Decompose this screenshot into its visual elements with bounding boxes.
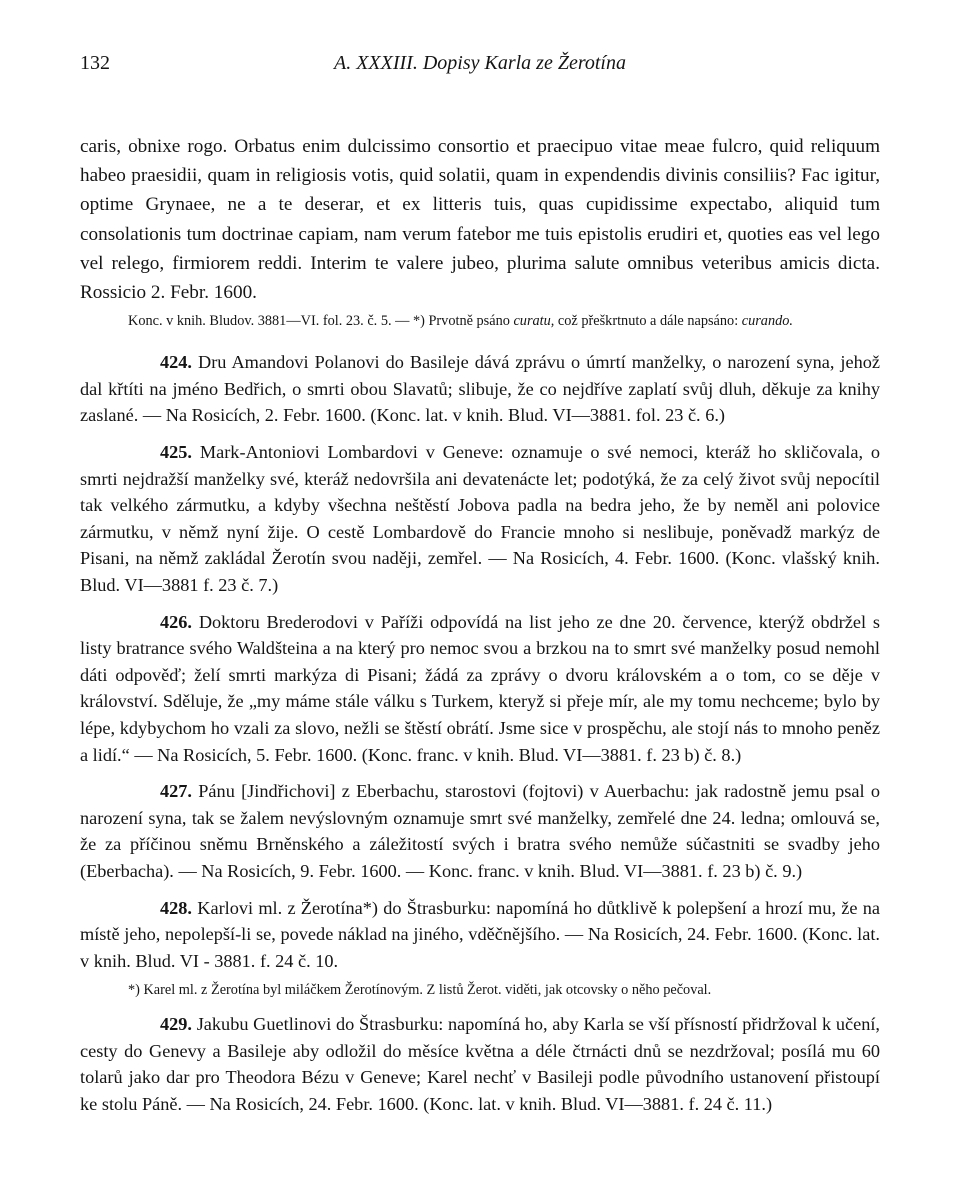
note-text-b: což přeškrtnuto a dále napsáno: — [554, 313, 742, 330]
entry-429 — [80, 1011, 880, 1117]
entry-text: Jakubu Guetlinovi do Štrasburku: napomíná ho, aby Karla se vší přísností přidržoval k učení, cesty do Genevy a Basileje aby odložil do měsíce května a déle čtrnácti dnů se nezdržoval; posílá mu 60 tolarů jako dar pro Theodora Bézu v Geneve; Karel nechť v Basileji podle původního ustanovení přistoupí ke stolu Páně. — Na Rosicích, 24. Febr. 1600. (Konc. lat. v knih. Blud. VI—3881. f. 24 č. 11.) — [80, 1014, 880, 1115]
entry-text: Doktoru Brederodovi v Paříži odpovídá na list jeho ze dne 20. července, kterýž obdržel s listy bratrance svého Waldšteina a na který pro nemoc svou a brzkou na to smrt své manželky posud nemohl dáti odpověď; želí smrti markýza di Pisani; žádá za zprávy o dvoru královském a o tom, co se děje v království. Sděluje, že „my máme stále válku s Turkem, kteryž si přeje mír, ale my tomu nechceme; bylo by lépe, kdybychom ho vzali za slovo, nežli se štěstí obrátí. Jsme sice v prospěchu, ale stojí nás to mnoho peněz a lidí.“ — Na Rosicích, 5. Febr. 1600. (Konc. franc. v knih. Blud. VI—3881. f. 23 b) č. 8.) — [80, 611, 880, 765]
entry-427 — [80, 778, 880, 884]
note-text-a: Konc. v knih. Bludov. 3881—VI. fol. 23. č. 5. — *) Prvotně psáno — [128, 313, 514, 330]
entry-425 — [80, 439, 880, 599]
entry-426 — [80, 609, 880, 769]
entry-number: 428. — [160, 897, 192, 918]
entry-number: 424. — [160, 352, 192, 373]
entry-text: Mark-Antoniovi Lombardovi v Geneve: oznamuje o své nemoci, kteráž ho skličovala, o smrti nejdražší manželky své, kteráž nedovršila ani devatenácte let; podotýká, že za celý život svůj nepocítil tak velkého zármutku, a kdyby všechna neštěstí Jobova padla na bedra jeho, že by neměl ani polovice zármutku, v němž nyní žije. O cestě Lombardově do Francie mnoho si neslibuje, poněvadž markýz de Pisani, na němž zakládal Žerotín svou naději, zemřel. — Na Rosicích, 4. Febr. 1600. (Konc. vlašský knih. Blud. VI—3881 f. 23 č. 7.) — [80, 442, 880, 595]
note-italic-a: curatu, — [513, 313, 555, 330]
page-header — [80, 52, 880, 92]
entry-number: 429. — [160, 1014, 192, 1035]
entry-text: Dru Amandovi Polanovi do Basileje dává zprávu o úmrtí manželky, o narození syna, jehož dal křtíti na jméno Bedřich, o smrti obou Slavatů; slibuje, že co nejdříve zaplatí svůj dluh, děkuje za knihy zaslané. — Na Rosicích, 2. Febr. 1600. (Konc. lat. v knih. Blud. VI—3881. fol. 23 č. 6.) — [80, 352, 880, 426]
running-title: A. XXXIII. Dopisy Karla ze Žerotína — [333, 52, 626, 74]
entry-text: Pánu [Jindřichovi] z Eberbachu, starostovi (fojtovi) v Auerbachu: jak radostně jemu psal o narození syna, tak se žalem nevýslovným oznamuje smrt své manželky, zemřelé dne 24. ledna; omlouvá se, že za příčinou sněmu Brněnského a záležitostí svých i bratra svého nemůže súčastniti se svadby jeho (Eberbacha). — Na Rosicích, 9. Febr. 1600. — Konc. franc. v knih. Blud. VI—3881. f. 23 b) č. 9.) — [80, 781, 880, 881]
entry-424 — [80, 349, 880, 429]
entry-number: 425. — [160, 442, 192, 462]
entry-number: 427. — [160, 781, 192, 802]
entry-428 — [80, 895, 880, 975]
footnote-428: *) Karel ml. z Žerotína byl miláčkem Žerotínovým. Z listů Žerot. viděti, jak otcovsky o něho pečoval. — [128, 982, 712, 999]
latin-letter-note — [80, 311, 880, 332]
page-number: 132 — [80, 52, 110, 74]
latin-letter-text: caris, obnixe rogo. Orbatus enim dulcissimo consortio et praecipuo vitae meae fulcro, quid reliquum habeo praesidii, quam in religiosis votis, quid solatii, quam in expendendis divinis consiliis? Fac igitur, optime Grynaee, ne a te deserar, et ex litteris tuis, quas cupidissime expectabo, aliquid tum consolationis tum doctrinae capiam, nam verum fatebor me tuis epistolis erudiri et, quoties eas vel lego vel relego, firmiorem reddi. Interim te valere jubeo, plurima salute omnibus veteribus amicis dicta. Rossicio 2. Febr. 1600. — [80, 136, 880, 304]
note-italic-b: curando. — [741, 313, 793, 330]
entry-text: Karlovi ml. z Žerotína*) do Štrasburku: napomíná ho důtklivě k polepšení a hrozí mu, že na místě jeho, nepolepší-li se, povede náklad na jiného, vděčnějšího. — Na Rosicích, 24. Febr. 1600. (Konc. lat. v knih. Blud. VI - 3881. f. 24 č. 10. — [80, 897, 880, 971]
entry-number: 426. — [160, 611, 192, 632]
